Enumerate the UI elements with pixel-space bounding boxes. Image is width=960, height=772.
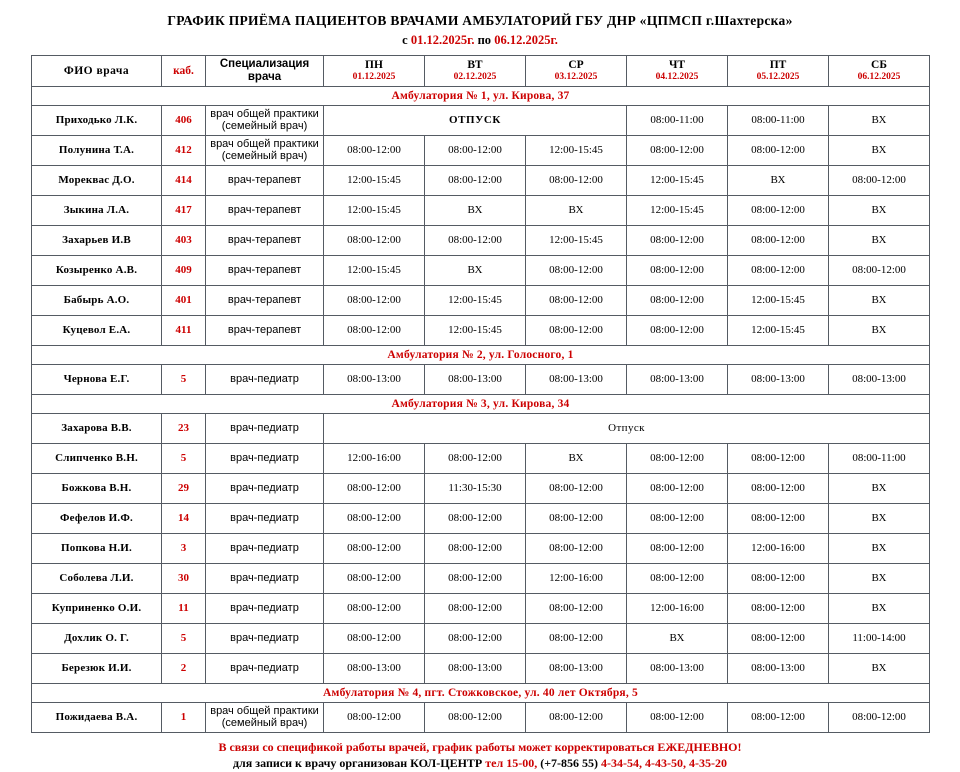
schedule-time-cell: ВХ <box>627 623 728 653</box>
schedule-time-cell: 12:00-15:45 <box>425 315 526 345</box>
cabinet-number: 3 <box>162 533 206 563</box>
schedule-time-cell: 08:00-12:00 <box>627 533 728 563</box>
doctor-specialization: врач-педиатр <box>206 503 324 533</box>
column-header-name: ФИО врача <box>32 55 162 86</box>
schedule-time-cell: 08:00-12:00 <box>425 225 526 255</box>
table-row <box>32 593 930 623</box>
doctor-specialization: врач-педиатр <box>206 443 324 473</box>
schedule-time-cell: ВХ <box>829 593 930 623</box>
schedule-time-cell: 08:00-12:00 <box>526 702 627 732</box>
schedule-time-cell: 08:00-13:00 <box>324 364 425 394</box>
clinic-section-row <box>32 345 930 364</box>
schedule-time-cell: 08:00-12:00 <box>324 503 425 533</box>
doctor-specialization: врач-педиатр <box>206 623 324 653</box>
day-abbr-3: ЧТ <box>668 58 686 71</box>
day-date-5: 06.12.2025 <box>857 71 901 82</box>
doctor-specialization: врач-педиатр <box>206 593 324 623</box>
schedule-time-cell: 08:00-12:00 <box>324 473 425 503</box>
schedule-time-cell: 08:00-12:00 <box>324 702 425 732</box>
schedule-time-cell: 08:00-11:00 <box>728 105 829 135</box>
clinic-section-title: Амбулатория № 3, ул. Кирова, 34 <box>32 394 930 413</box>
table-row <box>32 225 930 255</box>
schedule-time-cell: 08:00-12:00 <box>526 503 627 533</box>
doctor-name: Приходько Л.К. <box>32 105 162 135</box>
schedule-time-cell: 12:00-15:45 <box>728 315 829 345</box>
schedule-time-cell: 08:00-12:00 <box>728 702 829 732</box>
column-header-day-1 <box>425 55 526 86</box>
cabinet-number: 409 <box>162 255 206 285</box>
schedule-time-cell: 08:00-12:00 <box>728 563 829 593</box>
schedule-time-cell: 11:30-15:30 <box>425 473 526 503</box>
footer-phone-short: тел 15-00, <box>485 756 538 771</box>
doctor-name: Куприненко О.И. <box>32 593 162 623</box>
doctor-name: Полунина Т.А. <box>32 135 162 165</box>
day-abbr-2: СР <box>568 58 584 71</box>
cabinet-number: 403 <box>162 225 206 255</box>
schedule-time-cell: 12:00-15:45 <box>627 165 728 195</box>
cabinet-number: 412 <box>162 135 206 165</box>
period-from-date: 01.12.2025г. <box>410 32 475 47</box>
clinic-section-title: Амбулатория № 4, пгт. Стожковское, ул. 40 лет Октября, 5 <box>32 683 930 702</box>
table-row <box>32 255 930 285</box>
schedule-time-cell: ВХ <box>829 533 930 563</box>
schedule-time-cell: 08:00-11:00 <box>829 443 930 473</box>
schedule-time-cell: 12:00-15:45 <box>425 285 526 315</box>
schedule-time-cell: 08:00-12:00 <box>627 285 728 315</box>
column-header-day-3 <box>627 55 728 86</box>
page-title: ГРАФИК ПРИЁМА ПАЦИЕНТОВ ВРАЧАМИ АМБУЛАТОРИЙ ГБУ ДНР «ЦПМСП г.Шахтерска» <box>167 13 793 28</box>
day-abbr-4: ПТ <box>769 58 787 71</box>
cabinet-number: 5 <box>162 443 206 473</box>
clinic-section-row <box>32 394 930 413</box>
schedule-time-cell: 08:00-12:00 <box>324 563 425 593</box>
cabinet-number: 2 <box>162 653 206 683</box>
schedule-time-cell: 08:00-12:00 <box>627 135 728 165</box>
doctor-name: Козыренко А.В. <box>32 255 162 285</box>
clinic-section-title: Амбулатория № 2, ул. Голосного, 1 <box>32 345 930 364</box>
schedule-time-cell: 12:00-15:45 <box>324 255 425 285</box>
schedule-time-cell: ВХ <box>829 285 930 315</box>
cabinet-number: 1 <box>162 702 206 732</box>
footer-notes <box>0 740 960 772</box>
schedule-time-cell: 08:00-12:00 <box>526 255 627 285</box>
column-header-day-0 <box>324 55 425 86</box>
schedule-table-body <box>32 55 930 732</box>
schedule-time-cell: 08:00-12:00 <box>526 623 627 653</box>
schedule-time-cell: 08:00-12:00 <box>425 533 526 563</box>
schedule-time-cell: 08:00-12:00 <box>627 473 728 503</box>
cabinet-number: 5 <box>162 623 206 653</box>
table-row <box>32 285 930 315</box>
schedule-time-cell: 08:00-12:00 <box>728 623 829 653</box>
schedule-time-cell: ВХ <box>829 473 930 503</box>
doctor-name: Попкова Н.И. <box>32 533 162 563</box>
schedule-time-cell: 08:00-12:00 <box>627 255 728 285</box>
schedule-time-cell: 08:00-12:00 <box>526 165 627 195</box>
schedule-time-cell: 08:00-12:00 <box>627 225 728 255</box>
cabinet-number: 23 <box>162 413 206 443</box>
day-date-0: 01.12.2025 <box>352 71 396 82</box>
schedule-time-cell: 08:00-12:00 <box>728 225 829 255</box>
doctor-specialization: врач-педиатр <box>206 364 324 394</box>
schedule-time-cell: 08:00-13:00 <box>425 653 526 683</box>
day-date-2: 03.12.2025 <box>554 71 598 82</box>
cabinet-number: 417 <box>162 195 206 225</box>
footer-area-code: (+7-856 55) <box>540 756 599 771</box>
schedule-time-cell: 08:00-13:00 <box>526 653 627 683</box>
schedule-time-cell: 08:00-12:00 <box>728 195 829 225</box>
schedule-time-cell: ВХ <box>526 195 627 225</box>
table-row <box>32 364 930 394</box>
footer-phone-list: 4-34-54, 4-43-50, 4-35-20 <box>601 756 728 771</box>
schedule-time-cell: ВХ <box>829 563 930 593</box>
schedule-time-cell: 08:00-13:00 <box>728 653 829 683</box>
schedule-time-cell: 08:00-12:00 <box>829 165 930 195</box>
doctor-name: Захарьев И.В <box>32 225 162 255</box>
schedule-time-cell: 08:00-12:00 <box>324 533 425 563</box>
schedule-time-cell: 08:00-13:00 <box>627 653 728 683</box>
schedule-table <box>31 55 930 733</box>
schedule-time-cell: 08:00-12:00 <box>526 285 627 315</box>
doctor-specialization: врач-терапевт <box>206 285 324 315</box>
period-middle: по <box>477 32 492 47</box>
cabinet-number: 411 <box>162 315 206 345</box>
schedule-table-wrap <box>31 55 929 733</box>
schedule-time-cell: 08:00-12:00 <box>728 473 829 503</box>
schedule-time-cell: 08:00-12:00 <box>425 503 526 533</box>
schedule-time-cell: 08:00-12:00 <box>728 135 829 165</box>
period-to-date: 06.12.2025г. <box>494 32 558 47</box>
clinic-section-title: Амбулатория № 1, ул. Кирова, 37 <box>32 86 930 105</box>
doctor-specialization: врач общей практики (семейный врач) <box>206 105 324 135</box>
period-subtitle <box>0 33 960 47</box>
schedule-time-cell: 08:00-13:00 <box>829 364 930 394</box>
cabinet-number: 414 <box>162 165 206 195</box>
footer-callcenter <box>0 755 960 771</box>
schedule-time-cell: 08:00-12:00 <box>728 593 829 623</box>
doctor-name: Березюк И.И. <box>32 653 162 683</box>
table-row <box>32 105 930 135</box>
schedule-time-cell: 08:00-12:00 <box>324 285 425 315</box>
schedule-time-cell: 12:00-15:45 <box>526 135 627 165</box>
schedule-time-cell: 08:00-13:00 <box>324 653 425 683</box>
schedule-time-cell: 08:00-12:00 <box>425 135 526 165</box>
doctor-name: Божкова В.Н. <box>32 473 162 503</box>
doctor-name: Фефелов И.Ф. <box>32 503 162 533</box>
doctor-specialization: врач-педиатр <box>206 473 324 503</box>
doctor-name: Пожидаева В.А. <box>32 702 162 732</box>
schedule-time-cell: 12:00-16:00 <box>324 443 425 473</box>
doctor-name: Бабырь А.О. <box>32 285 162 315</box>
schedule-time-cell: 08:00-12:00 <box>627 315 728 345</box>
table-row <box>32 413 930 443</box>
column-header-cabinet: каб. <box>162 55 206 86</box>
day-abbr-1: ВТ <box>467 58 483 71</box>
table-row <box>32 195 930 225</box>
column-header-specialization: Специализация врача <box>206 55 324 86</box>
clinic-section-row <box>32 683 930 702</box>
schedule-time-cell: 08:00-12:00 <box>627 503 728 533</box>
schedule-time-cell: ВХ <box>425 195 526 225</box>
cabinet-number: 11 <box>162 593 206 623</box>
schedule-time-cell: 08:00-12:00 <box>526 593 627 623</box>
doctor-specialization: врач-педиатр <box>206 653 324 683</box>
schedule-time-cell: 08:00-12:00 <box>627 563 728 593</box>
doctor-specialization: врач-терапевт <box>206 315 324 345</box>
schedule-time-cell: 08:00-12:00 <box>526 473 627 503</box>
schedule-time-cell: 12:00-16:00 <box>526 563 627 593</box>
footer-warning: В связи со спецификой работы врачей, график работы может корректироваться ЕЖЕДНЕВНО! <box>218 739 742 754</box>
schedule-time-cell: ВХ <box>728 165 829 195</box>
cabinet-number: 14 <box>162 503 206 533</box>
doctor-name: Слипченко В.Н. <box>32 443 162 473</box>
column-header-day-4 <box>728 55 829 86</box>
schedule-time-cell: 08:00-13:00 <box>627 364 728 394</box>
schedule-time-cell: 12:00-15:45 <box>526 225 627 255</box>
doctor-name: Чернова Е.Г. <box>32 364 162 394</box>
schedule-time-cell: ВХ <box>829 315 930 345</box>
doctor-name: Дохлик О. Г. <box>32 623 162 653</box>
schedule-time-cell: ВХ <box>526 443 627 473</box>
schedule-time-cell: 08:00-13:00 <box>425 364 526 394</box>
schedule-time-cell: 08:00-12:00 <box>829 255 930 285</box>
schedule-time-cell: 08:00-12:00 <box>728 255 829 285</box>
schedule-time-cell: 08:00-12:00 <box>324 623 425 653</box>
table-header-row <box>32 55 930 86</box>
schedule-time-cell: 08:00-13:00 <box>728 364 829 394</box>
column-header-day-2 <box>526 55 627 86</box>
vacation-cell: Отпуск <box>324 413 930 443</box>
doctor-specialization: врач общей практики (семейный врач) <box>206 702 324 732</box>
doctor-specialization: врач-педиатр <box>206 413 324 443</box>
schedule-time-cell: 12:00-15:45 <box>728 285 829 315</box>
schedule-time-cell: 08:00-12:00 <box>425 165 526 195</box>
schedule-time-cell: 08:00-12:00 <box>425 623 526 653</box>
table-row <box>32 443 930 473</box>
schedule-time-cell: 08:00-12:00 <box>425 443 526 473</box>
schedule-time-cell: 08:00-12:00 <box>324 225 425 255</box>
doctor-specialization: врач-терапевт <box>206 255 324 285</box>
doctor-name: Мореквас Д.О. <box>32 165 162 195</box>
doctor-specialization: врач-терапевт <box>206 195 324 225</box>
table-row <box>32 563 930 593</box>
schedule-time-cell: 12:00-15:45 <box>324 195 425 225</box>
clinic-section-row <box>32 86 930 105</box>
cabinet-number: 406 <box>162 105 206 135</box>
column-header-day-5 <box>829 55 930 86</box>
schedule-time-cell: ВХ <box>829 503 930 533</box>
table-row <box>32 653 930 683</box>
doctor-name: Соболева Л.И. <box>32 563 162 593</box>
vacation-cell: ОТПУСК <box>324 105 627 135</box>
doctor-specialization: врач-терапевт <box>206 165 324 195</box>
table-row <box>32 702 930 732</box>
schedule-time-cell: 08:00-11:00 <box>627 105 728 135</box>
footer-callcenter-label: для записи к врачу организован КОЛ-ЦЕНТР <box>232 756 483 771</box>
schedule-time-cell: 11:00-14:00 <box>829 623 930 653</box>
schedule-time-cell: 12:00-16:00 <box>728 533 829 563</box>
day-date-1: 02.12.2025 <box>453 71 497 82</box>
table-row <box>32 503 930 533</box>
schedule-time-cell: 08:00-12:00 <box>425 593 526 623</box>
table-row <box>32 473 930 503</box>
doctor-specialization: врач-педиатр <box>206 533 324 563</box>
schedule-time-cell: ВХ <box>829 195 930 225</box>
cabinet-number: 5 <box>162 364 206 394</box>
schedule-time-cell: 08:00-12:00 <box>526 533 627 563</box>
schedule-time-cell: 08:00-12:00 <box>526 315 627 345</box>
day-date-4: 05.12.2025 <box>756 71 800 82</box>
day-abbr-5: СБ <box>871 58 887 71</box>
schedule-time-cell: 08:00-12:00 <box>829 702 930 732</box>
schedule-time-cell: 08:00-12:00 <box>425 563 526 593</box>
doctor-specialization: врач-терапевт <box>206 225 324 255</box>
doctor-name: Зыкина Л.А. <box>32 195 162 225</box>
doctor-name: Куцевол Е.А. <box>32 315 162 345</box>
schedule-time-cell: 12:00-15:45 <box>324 165 425 195</box>
table-row <box>32 135 930 165</box>
cabinet-number: 30 <box>162 563 206 593</box>
schedule-time-cell: ВХ <box>829 225 930 255</box>
doctor-specialization: врач-педиатр <box>206 563 324 593</box>
schedule-time-cell: ВХ <box>425 255 526 285</box>
table-row <box>32 533 930 563</box>
schedule-time-cell: 08:00-12:00 <box>324 135 425 165</box>
schedule-time-cell: 08:00-12:00 <box>627 702 728 732</box>
table-row <box>32 165 930 195</box>
schedule-time-cell: 12:00-16:00 <box>627 593 728 623</box>
schedule-time-cell: 08:00-12:00 <box>425 702 526 732</box>
schedule-time-cell: 08:00-12:00 <box>627 443 728 473</box>
title-block <box>0 0 960 47</box>
table-row <box>32 623 930 653</box>
doctor-specialization: врач общей практики (семейный врач) <box>206 135 324 165</box>
schedule-time-cell: 08:00-13:00 <box>526 364 627 394</box>
table-row <box>32 315 930 345</box>
day-date-3: 04.12.2025 <box>655 71 699 82</box>
day-abbr-0: ПН <box>365 58 383 71</box>
schedule-time-cell: 08:00-12:00 <box>324 315 425 345</box>
schedule-time-cell: ВХ <box>829 653 930 683</box>
schedule-time-cell: 08:00-12:00 <box>324 593 425 623</box>
schedule-time-cell: 08:00-12:00 <box>728 443 829 473</box>
schedule-time-cell: ВХ <box>829 135 930 165</box>
schedule-time-cell: 12:00-15:45 <box>627 195 728 225</box>
cabinet-number: 401 <box>162 285 206 315</box>
cabinet-number: 29 <box>162 473 206 503</box>
schedule-time-cell: 08:00-12:00 <box>728 503 829 533</box>
period-prefix: с <box>402 32 408 47</box>
schedule-time-cell: ВХ <box>829 105 930 135</box>
doctor-name: Захарова В.В. <box>32 413 162 443</box>
